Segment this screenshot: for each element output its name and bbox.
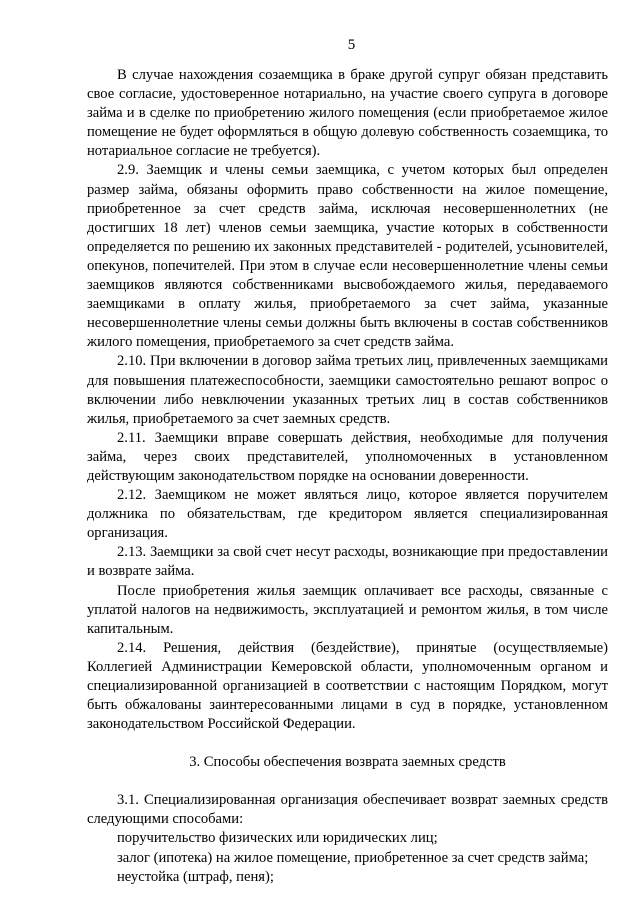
paragraph-2-12: 2.12. Заемщиком не может являться лицо, которое является поручителем должника по обязательствам, где кредитором является специализированная организация.: [87, 487, 608, 542]
paragraph-post-purchase-expenses: После приобретения жилья заемщик оплачивает все расходы, связанные с уплатой налогов на недвижимость, эксплуатацией и ремонтом жилья, в том числе капитальным.: [87, 582, 608, 637]
paragraph-2-13: 2.13. Заемщики за свой счет несут расходы, возникающие при предоставлении и возврате займа.: [87, 544, 608, 580]
paragraph-2-11: 2.11. Заемщики вправе совершать действия, необходимые для получения займа, через своих представителей, уполномоченных в установленном действующим законодательством порядке на основании доверенности.: [87, 429, 608, 484]
paragraph-3-1: 3.1. Специализированная организация обеспечивает возврат заемных средств следующими способами:: [87, 792, 608, 828]
paragraph-2-9: 2.9. Заемщик и члены семьи заемщика, с учетом которых был определен размер займа, обязаны оформить право собственности на жилое помещение, приобретенное за счет средств займа, исключая несовершеннолетних (не достигших 18 лет) членов семьи заемщика, участие которых в собственности определяется по решению их законных представителей - родителей, усыновителей, опекунов, попечителей. При этом в случае если несовершеннолетние члены семьи заемщиков являются собственниками высвобождаемого жилья, передаваемого заемщиками в оплату жилья, приобретаемого за счет займа, указанные несовершеннолетние члены семьи должны быть включены в состав собственников жилого помещения, приобретаемого за счет средств займа.: [87, 162, 608, 351]
paragraph-2-14: 2.14. Решения, действия (бездействие), принятые (осуществляемые) Коллегией Администрации Кемеровской области, уполномоченным органом и специализированной организацией в соответствии с настоящим Порядком, могут быть обжалованы заинтересованными лицами в суд в порядке, установленном законодательством Российской Федерации.: [87, 639, 608, 733]
section-3-heading: 3. Способы обеспечения возврата заемных средств: [189, 754, 506, 771]
paragraph-2-10: 2.10. При включении в договор займа третьих лиц, привлеченных заемщиками для повышения платежеспособности, заемщики самостоятельно решают вопрос о включении либо невключении указанных третьих лиц в состав собственников жилья, приобретаемого за счет заемных средств.: [87, 353, 608, 427]
list-item-penalty: неустойка (штраф, пеня);: [117, 868, 274, 885]
page-number: 5: [347, 37, 356, 53]
paragraph-spouse-consent: В случае нахождения созаемщика в браке другой супруг обязан представить свое согласие, удостоверенное нотариально, на участие своего супруга в договоре займа и в сделке по приобретению жилого помещения (если приобретаемое жилое помещение не будет оформляться в общую долевую собственность созаемщика, то нотариальное согласие не требуется).: [87, 67, 608, 160]
list-item-pledge: залог (ипотека) на жилое помещение, приобретенное за счет средств займа;: [117, 849, 589, 866]
list-item-guarantee: поручительство физических или юридических лиц;: [117, 830, 438, 847]
